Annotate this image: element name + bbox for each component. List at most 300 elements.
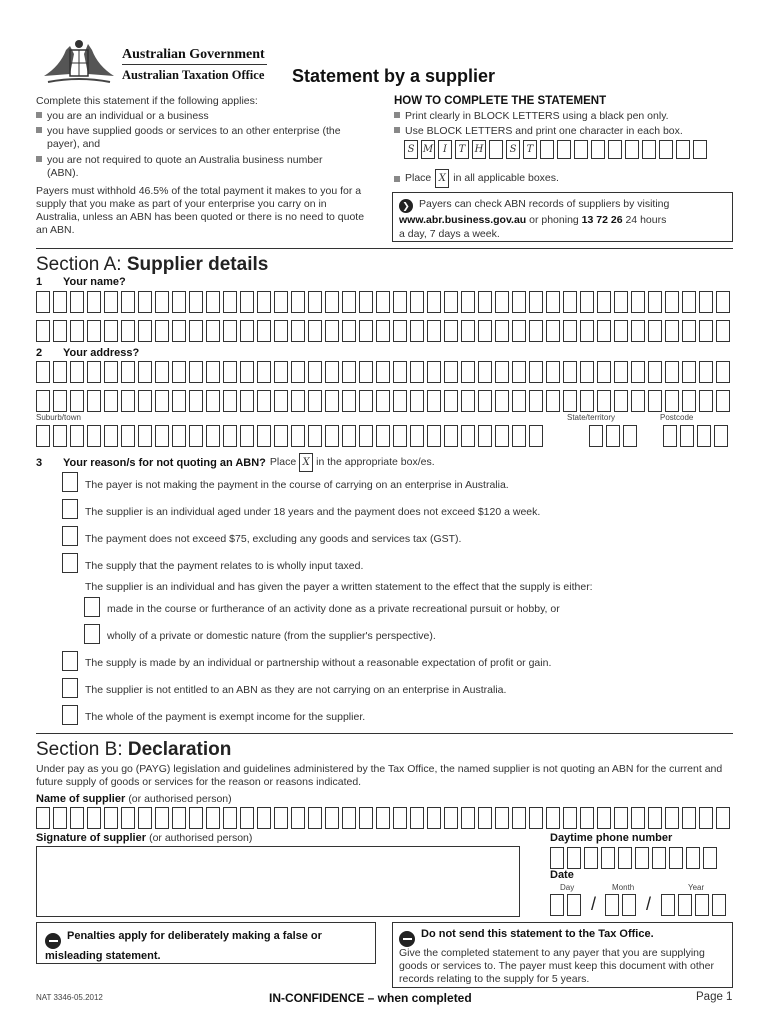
char-box[interactable] <box>682 361 696 383</box>
char-box[interactable] <box>291 807 305 829</box>
char-box[interactable] <box>104 320 118 342</box>
char-box[interactable] <box>529 807 543 829</box>
char-box[interactable] <box>36 291 50 313</box>
day-boxes[interactable] <box>550 894 584 916</box>
char-box[interactable] <box>478 807 492 829</box>
example-char: M <box>421 140 435 159</box>
char-box[interactable] <box>308 425 322 447</box>
intro-bullet: you have supplied goods or services to an other enterprise (the payer), and <box>36 125 367 151</box>
char-box[interactable] <box>359 361 373 383</box>
char-box[interactable] <box>223 361 237 383</box>
char-box[interactable] <box>444 390 458 412</box>
char-box[interactable] <box>580 320 594 342</box>
char-box[interactable] <box>342 291 356 313</box>
phone-boxes[interactable] <box>550 847 720 869</box>
char-box[interactable] <box>325 361 339 383</box>
char-box[interactable] <box>546 320 560 342</box>
abr-link[interactable]: www.abr.business.gov.au <box>399 214 527 226</box>
char-box[interactable] <box>665 320 679 342</box>
char-box[interactable] <box>680 425 694 447</box>
char-box[interactable] <box>172 291 186 313</box>
char-box[interactable] <box>155 320 169 342</box>
char-box[interactable] <box>546 390 560 412</box>
char-box[interactable] <box>665 807 679 829</box>
char-box[interactable] <box>563 807 577 829</box>
reason-text: The payer is not making the payment in the course of carrying on an enterprise in Australia. <box>85 479 509 491</box>
char-box[interactable] <box>206 425 220 447</box>
char-box[interactable] <box>427 807 441 829</box>
char-box[interactable] <box>712 894 726 916</box>
reason-text: The supply that the payment relates to is wholly input taxed. <box>85 560 364 572</box>
char-box[interactable] <box>652 847 666 869</box>
char-box[interactable] <box>240 291 254 313</box>
char-box[interactable] <box>87 390 101 412</box>
char-box[interactable] <box>512 425 526 447</box>
char-box[interactable] <box>410 320 424 342</box>
char-box[interactable] <box>716 291 730 313</box>
char-box[interactable] <box>274 807 288 829</box>
char-box[interactable] <box>104 807 118 829</box>
char-box[interactable] <box>682 390 696 412</box>
char-box[interactable] <box>686 847 700 869</box>
char-box[interactable] <box>529 361 543 383</box>
char-box[interactable] <box>546 361 560 383</box>
state-boxes[interactable] <box>589 425 640 447</box>
char-box[interactable] <box>716 320 730 342</box>
address-line-1[interactable] <box>36 361 733 383</box>
reason-checkbox[interactable] <box>62 499 78 519</box>
char-box[interactable] <box>631 807 645 829</box>
char-box[interactable] <box>240 320 254 342</box>
char-box[interactable] <box>87 291 101 313</box>
char-box[interactable] <box>410 390 424 412</box>
char-box[interactable] <box>427 425 441 447</box>
char-box[interactable] <box>478 425 492 447</box>
char-box[interactable] <box>36 320 50 342</box>
reason-checkbox[interactable] <box>62 678 78 698</box>
char-box[interactable] <box>155 361 169 383</box>
char-box[interactable] <box>376 425 390 447</box>
char-box[interactable] <box>601 847 615 869</box>
example-char: S <box>506 140 520 159</box>
char-box[interactable] <box>376 361 390 383</box>
char-box[interactable] <box>580 390 594 412</box>
char-box[interactable] <box>563 390 577 412</box>
char-box[interactable] <box>665 291 679 313</box>
char-box[interactable] <box>189 361 203 383</box>
char-box[interactable] <box>580 807 594 829</box>
char-box[interactable] <box>36 390 50 412</box>
char-box[interactable] <box>70 320 84 342</box>
char-box[interactable] <box>359 425 373 447</box>
char-box[interactable] <box>427 320 441 342</box>
char-box[interactable] <box>614 390 628 412</box>
char-box[interactable] <box>512 807 526 829</box>
char-box[interactable] <box>342 361 356 383</box>
example-char <box>676 140 690 159</box>
char-box[interactable] <box>697 425 711 447</box>
char-box[interactable] <box>699 291 713 313</box>
char-box[interactable] <box>648 390 662 412</box>
char-box[interactable] <box>597 320 611 342</box>
char-box[interactable] <box>53 291 67 313</box>
char-box[interactable] <box>70 361 84 383</box>
char-box[interactable] <box>512 291 526 313</box>
char-box[interactable] <box>623 425 637 447</box>
char-box[interactable] <box>138 390 152 412</box>
char-box[interactable] <box>325 390 339 412</box>
char-box[interactable] <box>678 894 692 916</box>
reason-text: The payment does not exceed $75, excluding any goods and services tax (GST). <box>85 533 462 545</box>
char-box[interactable] <box>359 390 373 412</box>
char-box[interactable] <box>155 291 169 313</box>
char-box[interactable] <box>661 894 675 916</box>
char-box[interactable] <box>567 847 581 869</box>
year-label: Year <box>688 883 705 892</box>
char-box[interactable] <box>274 361 288 383</box>
char-box[interactable] <box>665 390 679 412</box>
char-box[interactable] <box>308 390 322 412</box>
char-box[interactable] <box>444 291 458 313</box>
char-box[interactable] <box>155 425 169 447</box>
char-box[interactable] <box>682 807 696 829</box>
char-box[interactable] <box>121 425 135 447</box>
char-box[interactable] <box>189 291 203 313</box>
char-box[interactable] <box>121 291 135 313</box>
char-box[interactable] <box>308 807 322 829</box>
char-box[interactable] <box>444 320 458 342</box>
char-box[interactable] <box>648 361 662 383</box>
char-box[interactable] <box>699 361 713 383</box>
name-line-1[interactable] <box>36 291 733 313</box>
char-box[interactable] <box>257 807 271 829</box>
example-char <box>540 140 554 159</box>
char-box[interactable] <box>618 847 632 869</box>
char-box[interactable] <box>223 320 237 342</box>
char-box[interactable] <box>104 425 118 447</box>
reason-checkbox[interactable] <box>62 651 78 671</box>
char-box[interactable] <box>716 361 730 383</box>
char-box[interactable] <box>70 390 84 412</box>
char-box[interactable] <box>257 425 271 447</box>
char-box[interactable] <box>257 291 271 313</box>
char-box[interactable] <box>546 291 560 313</box>
char-box[interactable] <box>172 807 186 829</box>
char-box[interactable] <box>359 320 373 342</box>
char-box[interactable] <box>648 807 662 829</box>
char-box[interactable] <box>138 361 152 383</box>
char-box[interactable] <box>36 361 50 383</box>
char-box[interactable] <box>121 320 135 342</box>
char-box[interactable] <box>291 425 305 447</box>
char-box[interactable] <box>104 291 118 313</box>
char-box[interactable] <box>714 425 728 447</box>
char-box[interactable] <box>172 361 186 383</box>
char-box[interactable] <box>87 425 101 447</box>
char-box[interactable] <box>427 390 441 412</box>
char-box[interactable] <box>512 390 526 412</box>
char-box[interactable] <box>291 361 305 383</box>
char-box[interactable] <box>589 425 603 447</box>
char-box[interactable] <box>495 320 509 342</box>
char-box[interactable] <box>291 291 305 313</box>
char-box[interactable] <box>325 425 339 447</box>
char-box[interactable] <box>716 390 730 412</box>
char-box[interactable] <box>444 361 458 383</box>
char-box[interactable] <box>597 390 611 412</box>
char-box[interactable] <box>461 807 475 829</box>
abn-check-panel: ❯ Payers can check ABN records of suppliers by visiting www.abr.business.gov.au or phoning 13 72 26 24 hours a day, 7 days a week. <box>392 192 733 242</box>
char-box[interactable] <box>410 807 424 829</box>
char-box[interactable] <box>393 361 407 383</box>
char-box[interactable] <box>155 390 169 412</box>
char-box[interactable] <box>478 361 492 383</box>
char-box[interactable] <box>529 390 543 412</box>
char-box[interactable] <box>622 894 636 916</box>
char-box[interactable] <box>495 291 509 313</box>
char-box[interactable] <box>376 320 390 342</box>
address-line-2[interactable] <box>36 390 733 412</box>
char-box[interactable] <box>376 807 390 829</box>
char-box[interactable] <box>274 425 288 447</box>
char-box[interactable] <box>291 320 305 342</box>
char-box[interactable] <box>376 390 390 412</box>
char-box[interactable] <box>291 390 305 412</box>
char-box[interactable] <box>669 847 683 869</box>
char-box[interactable] <box>495 361 509 383</box>
date-slash: / <box>646 894 652 914</box>
char-box[interactable] <box>70 807 84 829</box>
char-box[interactable] <box>478 291 492 313</box>
char-box[interactable] <box>550 847 564 869</box>
sub-reason-checkbox[interactable] <box>84 597 100 617</box>
postcode-boxes[interactable] <box>663 425 731 447</box>
char-box[interactable] <box>104 361 118 383</box>
sub-reason-text: wholly of a private or domestic nature (from the supplier's perspective). <box>107 630 436 642</box>
char-box[interactable] <box>393 425 407 447</box>
char-box[interactable] <box>138 807 152 829</box>
char-box[interactable] <box>563 291 577 313</box>
date-label: Date <box>550 869 574 881</box>
char-box[interactable] <box>189 807 203 829</box>
char-box[interactable] <box>223 291 237 313</box>
sub-reason-checkbox[interactable] <box>84 624 100 644</box>
char-box[interactable] <box>53 807 67 829</box>
char-box[interactable] <box>597 807 611 829</box>
char-box[interactable] <box>682 291 696 313</box>
char-box[interactable] <box>614 361 628 383</box>
char-box[interactable] <box>36 807 50 829</box>
char-box[interactable] <box>325 291 339 313</box>
char-box[interactable] <box>597 291 611 313</box>
char-box[interactable] <box>274 291 288 313</box>
char-box[interactable] <box>584 847 598 869</box>
char-box[interactable] <box>240 390 254 412</box>
char-box[interactable] <box>495 425 509 447</box>
char-box[interactable] <box>614 807 628 829</box>
char-box[interactable] <box>257 390 271 412</box>
char-box[interactable] <box>703 847 717 869</box>
char-box[interactable] <box>512 361 526 383</box>
char-box[interactable] <box>393 291 407 313</box>
char-box[interactable] <box>342 425 356 447</box>
char-box[interactable] <box>393 390 407 412</box>
char-box[interactable] <box>376 291 390 313</box>
char-box[interactable] <box>70 425 84 447</box>
char-box[interactable] <box>53 425 67 447</box>
char-box[interactable] <box>563 320 577 342</box>
char-box[interactable] <box>53 320 67 342</box>
char-box[interactable] <box>461 291 475 313</box>
char-box[interactable] <box>121 390 135 412</box>
char-box[interactable] <box>682 320 696 342</box>
char-box[interactable] <box>206 291 220 313</box>
char-box[interactable] <box>223 807 237 829</box>
char-box[interactable] <box>631 320 645 342</box>
char-box[interactable] <box>699 807 713 829</box>
char-box[interactable] <box>444 807 458 829</box>
char-box[interactable] <box>87 807 101 829</box>
char-box[interactable] <box>359 807 373 829</box>
reason-checkbox[interactable] <box>62 553 78 573</box>
char-box[interactable] <box>104 390 118 412</box>
q3-label: Your reason/s for not quoting an ABN? <box>63 456 266 469</box>
char-box[interactable] <box>70 291 84 313</box>
suburb-boxes[interactable] <box>36 425 546 447</box>
char-box[interactable] <box>257 361 271 383</box>
char-box[interactable] <box>665 361 679 383</box>
char-box[interactable] <box>121 807 135 829</box>
char-box[interactable] <box>478 320 492 342</box>
char-box[interactable] <box>631 390 645 412</box>
char-box[interactable] <box>172 390 186 412</box>
char-box[interactable] <box>567 894 581 916</box>
char-box[interactable] <box>614 320 628 342</box>
char-box[interactable] <box>87 361 101 383</box>
char-box[interactable] <box>155 807 169 829</box>
char-box[interactable] <box>138 320 152 342</box>
char-box[interactable] <box>461 361 475 383</box>
char-box[interactable] <box>699 320 713 342</box>
char-box[interactable] <box>172 320 186 342</box>
char-box[interactable] <box>257 320 271 342</box>
char-box[interactable] <box>359 291 373 313</box>
char-box[interactable] <box>189 390 203 412</box>
char-box[interactable] <box>87 320 101 342</box>
example-char <box>591 140 605 159</box>
char-box[interactable] <box>529 291 543 313</box>
char-box[interactable] <box>240 807 254 829</box>
char-box[interactable] <box>614 291 628 313</box>
char-box[interactable] <box>206 390 220 412</box>
char-box[interactable] <box>580 291 594 313</box>
char-box[interactable] <box>393 320 407 342</box>
char-box[interactable] <box>138 291 152 313</box>
char-box[interactable] <box>53 390 67 412</box>
char-box[interactable] <box>495 807 509 829</box>
char-box[interactable] <box>53 361 67 383</box>
char-box[interactable] <box>410 361 424 383</box>
char-box[interactable] <box>36 425 50 447</box>
char-box[interactable] <box>206 320 220 342</box>
char-box[interactable] <box>240 425 254 447</box>
reason-checkbox[interactable] <box>62 705 78 725</box>
char-box[interactable] <box>631 291 645 313</box>
char-box[interactable] <box>189 425 203 447</box>
char-box[interactable] <box>189 320 203 342</box>
char-box[interactable] <box>427 291 441 313</box>
char-box[interactable] <box>512 320 526 342</box>
char-box[interactable] <box>342 807 356 829</box>
char-box[interactable] <box>325 807 339 829</box>
char-box[interactable] <box>606 425 620 447</box>
char-box[interactable] <box>529 425 543 447</box>
char-box[interactable] <box>427 361 441 383</box>
char-box[interactable] <box>121 361 135 383</box>
char-box[interactable] <box>716 807 730 829</box>
char-box[interactable] <box>308 361 322 383</box>
char-box[interactable] <box>274 390 288 412</box>
header-rule <box>122 64 267 65</box>
char-box[interactable] <box>695 894 709 916</box>
char-box[interactable] <box>240 361 254 383</box>
reason-checkbox[interactable] <box>62 526 78 546</box>
char-box[interactable] <box>461 320 475 342</box>
char-box[interactable] <box>342 320 356 342</box>
char-box[interactable] <box>648 320 662 342</box>
char-box[interactable] <box>546 807 560 829</box>
char-box[interactable] <box>663 425 677 447</box>
char-box[interactable] <box>550 894 564 916</box>
char-box[interactable] <box>172 425 186 447</box>
char-box[interactable] <box>138 425 152 447</box>
reason-checkbox[interactable] <box>62 472 78 492</box>
signature-box[interactable] <box>36 846 520 917</box>
char-box[interactable] <box>461 390 475 412</box>
char-box[interactable] <box>635 847 649 869</box>
char-box[interactable] <box>393 807 407 829</box>
char-box[interactable] <box>206 807 220 829</box>
char-box[interactable] <box>308 291 322 313</box>
char-box[interactable] <box>223 425 237 447</box>
supplier-name-boxes[interactable] <box>36 807 733 829</box>
char-box[interactable] <box>563 361 577 383</box>
char-box[interactable] <box>631 361 645 383</box>
char-box[interactable] <box>410 291 424 313</box>
example-char <box>608 140 622 159</box>
char-box[interactable] <box>410 425 424 447</box>
char-box[interactable] <box>461 425 475 447</box>
char-box[interactable] <box>648 291 662 313</box>
month-boxes[interactable] <box>605 894 639 916</box>
char-box[interactable] <box>274 320 288 342</box>
char-box[interactable] <box>444 425 458 447</box>
char-box[interactable] <box>529 320 543 342</box>
char-box[interactable] <box>342 390 356 412</box>
char-box[interactable] <box>699 390 713 412</box>
char-box[interactable] <box>605 894 619 916</box>
year-boxes[interactable] <box>661 894 729 916</box>
char-box[interactable] <box>580 361 594 383</box>
char-box[interactable] <box>495 390 509 412</box>
char-box[interactable] <box>206 361 220 383</box>
char-box[interactable] <box>223 390 237 412</box>
name-line-2[interactable] <box>36 320 733 342</box>
char-box[interactable] <box>597 361 611 383</box>
char-box[interactable] <box>478 390 492 412</box>
char-box[interactable] <box>325 320 339 342</box>
char-box[interactable] <box>308 320 322 342</box>
